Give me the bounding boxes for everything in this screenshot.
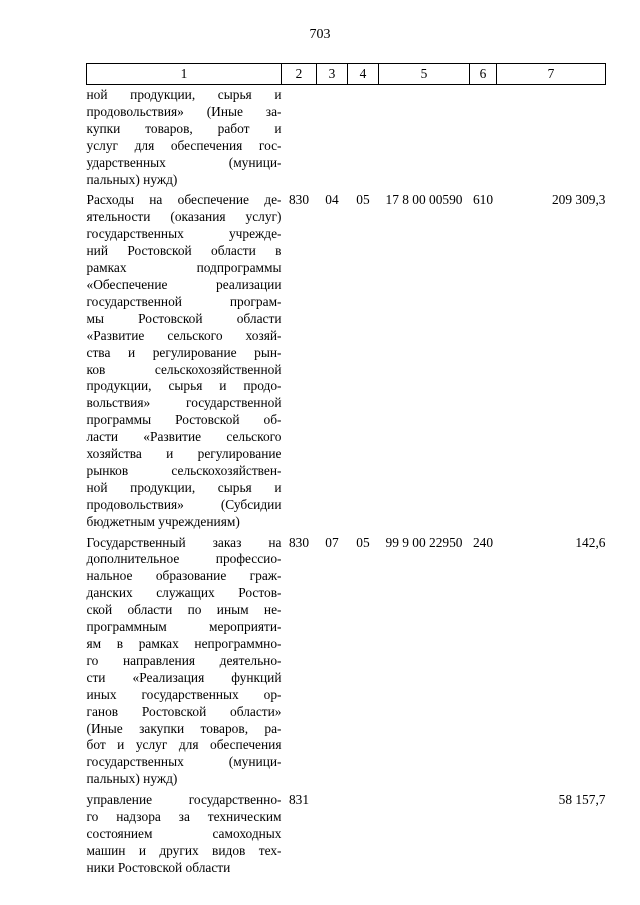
target-article-code bbox=[379, 85, 470, 193]
name-line: (Иные закупки товаров, ра- bbox=[86, 720, 282, 736]
paragraph-code: 05 bbox=[356, 192, 370, 208]
table-row bbox=[87, 192, 606, 534]
name-line: «Обеспечение реализации bbox=[86, 276, 282, 292]
name-line: го направления деятельно- bbox=[86, 652, 282, 668]
name-line: го надзора за техническим bbox=[86, 809, 282, 825]
name-line: государственных (муници- bbox=[86, 754, 282, 770]
budget-table bbox=[86, 63, 606, 881]
page-number: 703 bbox=[309, 27, 331, 42]
name-line: ной продукции, сырья и bbox=[86, 87, 282, 102]
name-line: состоянием самоходных bbox=[86, 825, 282, 841]
table-body bbox=[87, 85, 606, 881]
name-line: Расходы на обеспечение де- bbox=[86, 192, 282, 208]
row-name-cell bbox=[87, 192, 282, 534]
name-line: ний Ростовской области в bbox=[86, 243, 282, 259]
name-line: ударственных (муници- bbox=[86, 154, 282, 170]
name-line: ганов Ростовской области» bbox=[86, 703, 282, 719]
expense-type-code: 610 bbox=[472, 192, 494, 208]
column-header-7: 7 bbox=[497, 64, 606, 85]
target-article-code: 99 9 00 22950 bbox=[385, 534, 463, 550]
name-line: мы Ростовской области bbox=[86, 310, 282, 326]
row-name-cell bbox=[87, 792, 282, 881]
table-row bbox=[87, 85, 606, 193]
name-line: ям в рамках непрограммно- bbox=[86, 636, 282, 651]
name-line: машин и других видов тех- bbox=[86, 842, 282, 858]
expense-type-code: 240 bbox=[472, 534, 494, 550]
target-article-code bbox=[379, 792, 470, 881]
section-code: 830 bbox=[288, 534, 310, 550]
amount-value: 209 309,3 bbox=[551, 192, 606, 208]
column-header-3: 3 bbox=[317, 64, 348, 85]
name-line: ной продукции, сырья и bbox=[86, 479, 282, 495]
name-line: продукции, сырья и продо- bbox=[86, 378, 282, 394]
name-line: рынков сельскохозяйствен- bbox=[86, 462, 282, 478]
column-header-6: 6 bbox=[470, 64, 497, 85]
name-line: ласти «Развитие сельского bbox=[86, 429, 282, 445]
name-line: ятельности (оказания услуг) bbox=[86, 209, 282, 225]
subsection-code: 04 bbox=[325, 192, 339, 208]
row-name-cell bbox=[87, 535, 282, 793]
name-line: вольствия» государственной bbox=[86, 395, 282, 411]
target-article-code: 17 8 00 00590 bbox=[385, 192, 463, 208]
paragraph-code bbox=[348, 792, 379, 881]
name-line: пальных) нужд) bbox=[86, 171, 178, 187]
name-line: ской области по иным не- bbox=[86, 602, 282, 618]
name-line: пальных) нужд) bbox=[86, 771, 178, 787]
paragraph-code bbox=[348, 85, 379, 193]
name-line: рамках подпрограммы bbox=[86, 260, 282, 276]
name-line: «Развитие сельского хозяй- bbox=[86, 327, 282, 343]
name-line: хозяйства и регулирование bbox=[86, 446, 282, 462]
name-line: купки товаров, работ и bbox=[86, 120, 282, 136]
name-line: иных государственных ор- bbox=[86, 686, 282, 702]
column-header-2: 2 bbox=[282, 64, 317, 85]
name-line: Государственный заказ на bbox=[86, 534, 282, 550]
name-line: продовольствия» (Субсидии bbox=[86, 496, 282, 512]
section-code: 830 bbox=[288, 192, 310, 208]
name-line: ники Ростовской области bbox=[86, 859, 231, 875]
name-line: услуг для обеспечения гос- bbox=[86, 137, 282, 153]
column-header-5: 5 bbox=[379, 64, 470, 85]
table-row bbox=[87, 535, 606, 793]
column-header-1: 1 bbox=[87, 64, 282, 85]
name-line: ства и регулирование рын- bbox=[86, 344, 282, 360]
name-line: ков сельскохозяйственной bbox=[86, 361, 282, 377]
name-line: программы Ростовской об- bbox=[86, 412, 282, 428]
name-line: государственных учрежде- bbox=[86, 226, 282, 242]
header-row bbox=[87, 64, 606, 85]
name-line: программным мероприяти- bbox=[86, 619, 282, 635]
name-line: управление государственно- bbox=[86, 792, 282, 808]
table-header bbox=[87, 64, 606, 85]
subsection-code bbox=[317, 792, 348, 881]
row-name-cell bbox=[87, 85, 282, 193]
name-line: нальное образование граж- bbox=[86, 568, 282, 584]
column-header-4: 4 bbox=[348, 64, 379, 85]
section-code: 831 bbox=[288, 792, 310, 808]
name-line: бот и услуг для обеспечения bbox=[86, 737, 282, 753]
subsection-code bbox=[317, 85, 348, 193]
expense-type-code bbox=[470, 85, 497, 193]
expense-type-code bbox=[470, 792, 497, 881]
subsection-code: 07 bbox=[325, 534, 339, 550]
name-line: сти «Реализация функций bbox=[86, 669, 282, 685]
paragraph-code: 05 bbox=[356, 534, 370, 550]
name-line: продовольствия» (Иные за- bbox=[86, 103, 282, 119]
amount-value: 142,6 bbox=[575, 534, 606, 550]
name-line: бюджетным учреждениям) bbox=[86, 513, 240, 529]
amount-value bbox=[497, 85, 606, 193]
name-line: государственной програм- bbox=[86, 293, 282, 309]
amount-value: 58 157,7 bbox=[558, 792, 606, 808]
name-line: дополнительное профессио- bbox=[86, 551, 282, 567]
table-row bbox=[87, 792, 606, 881]
name-line: данских служащих Ростов- bbox=[86, 585, 282, 601]
section-code bbox=[282, 85, 317, 193]
